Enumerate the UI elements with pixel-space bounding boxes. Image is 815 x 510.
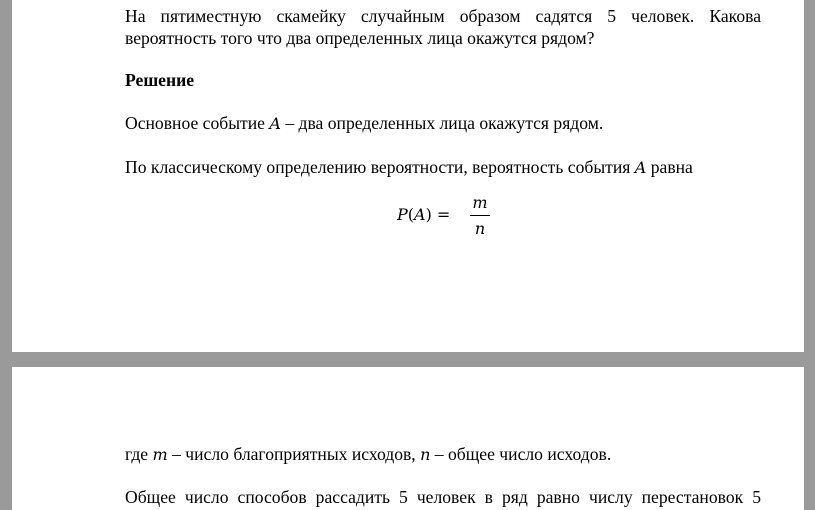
where-suffix: – общее число исходов. <box>430 444 612 464</box>
classic-variable: A <box>634 158 647 177</box>
event-text-before: Основное событие <box>125 113 270 133</box>
formula-a: A <box>414 205 426 224</box>
where-m-variable: m <box>152 445 168 464</box>
document-page-2 <box>12 367 804 510</box>
formula-p: P <box>397 205 408 224</box>
where-n-variable: n <box>420 445 431 464</box>
formula-lhs <box>397 205 450 224</box>
document-page-1 <box>12 0 804 352</box>
solution-heading: Решение <box>125 70 195 90</box>
total-outcomes-line: Общее число способов рассадить 5 человек в ряд равно числу перестановок 5 <box>125 487 761 507</box>
formula-close-paren: ) <box>425 205 432 224</box>
classic-text: По классическому определению вероятности, вероятность события <box>125 157 635 177</box>
classic-definition <box>125 156 761 179</box>
event-variable: A <box>269 114 281 133</box>
classic-after: равна <box>646 157 693 177</box>
formula-denominator: n <box>474 219 486 238</box>
problem-text-line-1: На пятиместную скамейку случайным образом садятся 5 человек. Какова <box>125 6 761 26</box>
formula-equals: = <box>431 205 451 224</box>
formula-numerator: m <box>472 193 488 212</box>
probability-formula <box>397 193 497 243</box>
where-prefix: где <box>125 444 153 464</box>
event-text-after: – два определенных лица окажутся рядом. <box>280 113 604 133</box>
problem-text-line-2: вероятность того что два определенных лица окажутся рядом? <box>125 28 595 48</box>
event-definition <box>125 112 761 135</box>
where-definition <box>125 443 761 466</box>
where-mid: – число благоприятных исходов, <box>167 444 421 464</box>
fraction-bar <box>470 215 490 216</box>
formula-open-paren: ( <box>407 205 415 224</box>
